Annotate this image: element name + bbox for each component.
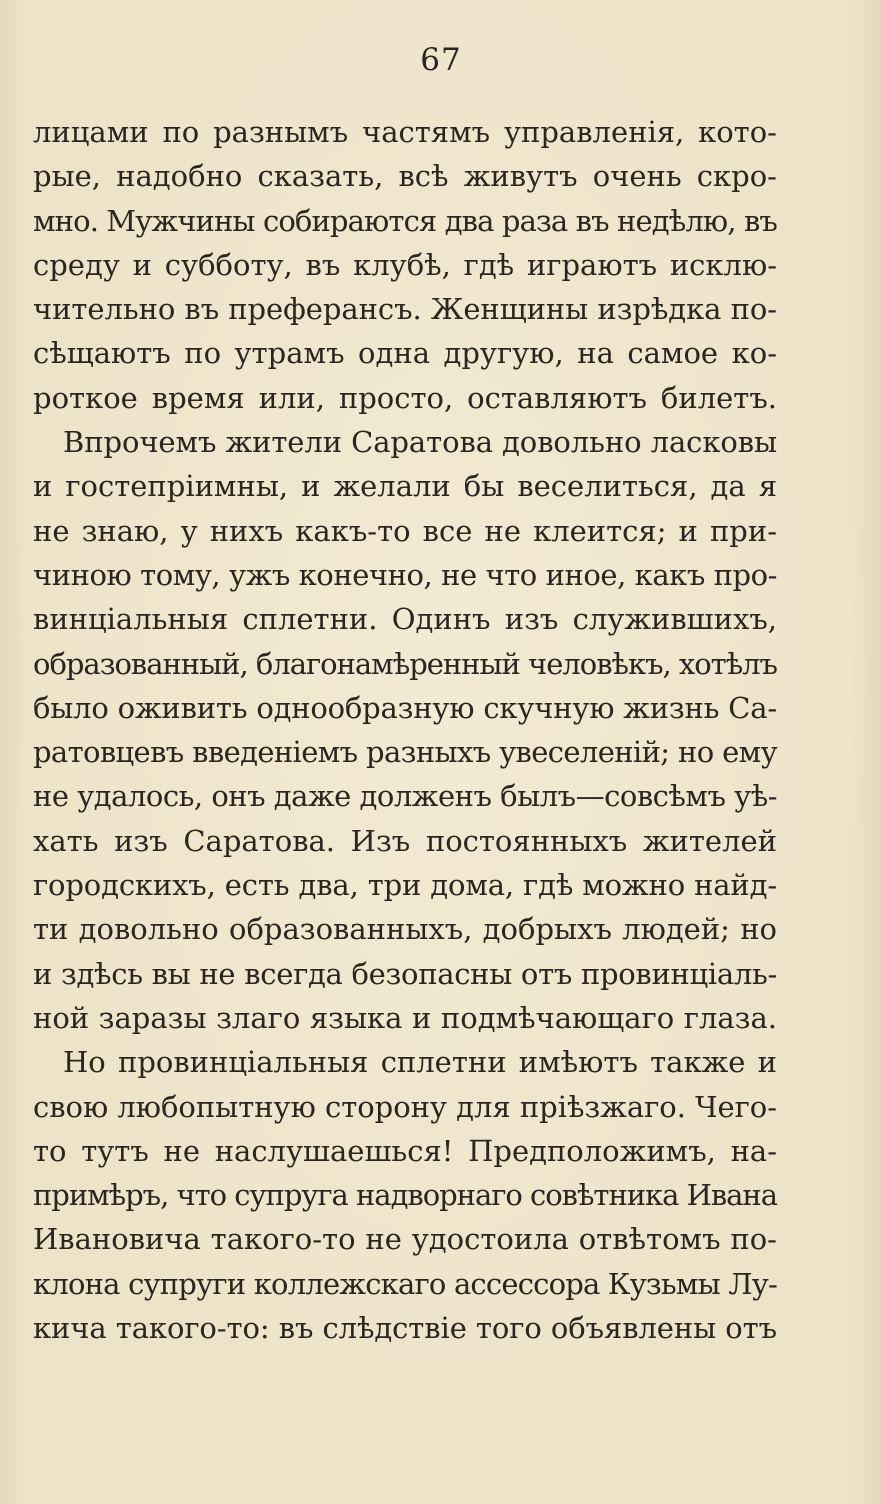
paragraph bbox=[33, 1040, 777, 1350]
text-line: сѣщаютъ по утрамъ одна другую, на самое ко- bbox=[33, 336, 777, 371]
text-line: рые, надобно сказать, всѣ живутъ очень скро- bbox=[33, 159, 777, 194]
text-line: примѣръ, что супруга надворнаго совѣтника Ивана bbox=[33, 1178, 777, 1213]
text-line: винціальныя сплетни. Одинъ изъ служившихъ, bbox=[33, 602, 777, 637]
page-number: 67 bbox=[420, 42, 462, 78]
text-line: Но провинціальныя сплетни имѣютъ также и bbox=[63, 1045, 777, 1080]
text-line: Ивановича такого-то не удостоила отвѣтомъ по- bbox=[33, 1222, 777, 1257]
text-line: не знаю, у нихъ какъ-то все не клеится; и при- bbox=[33, 513, 777, 548]
text-line: лицами по разнымъ частямъ управленія, кото- bbox=[33, 115, 777, 149]
text-line: хать изъ Саратова. Изъ постоянныхъ жителей bbox=[33, 823, 777, 858]
text-line: кича такого-то: въ слѣдствіе того объявлены отъ bbox=[33, 1311, 777, 1346]
text-line: мно. Мужчины собираются два раза въ недѣлю, въ bbox=[33, 203, 777, 238]
text-line: было оживить однообразную скучную жизнь Са- bbox=[33, 690, 777, 725]
text-line: Впрочемъ жители Саратова довольно ласковы bbox=[63, 425, 777, 460]
text-line: чительно въ преферансъ. Женщины изрѣдка по- bbox=[33, 292, 777, 327]
paragraph bbox=[33, 110, 777, 420]
text-line: ной заразы злаго языка и подмѣчающаго глаза. bbox=[33, 1000, 777, 1035]
text-line: клона супруги коллежскаго ассессора Кузьмы Лу- bbox=[33, 1266, 777, 1301]
text-line: то тутъ не наслушаешься! Предположимъ, на- bbox=[33, 1133, 777, 1168]
text-line: городскихъ, есть два, три дома, гдѣ можно найд- bbox=[33, 868, 777, 903]
text-line: не удалось, онъ даже долженъ былъ—совсѣмъ уѣ- bbox=[33, 779, 777, 814]
text-line: и гостепріимны, и желали бы веселиться, да я bbox=[33, 469, 777, 504]
text-line: и здѣсь вы не всегда безопасны отъ провинціаль- bbox=[33, 956, 777, 991]
paragraph bbox=[33, 420, 777, 1040]
text-line: свою любопытную сторону для пріѣзжаго. Чего- bbox=[33, 1089, 777, 1124]
text-line: ратовцевъ введеніемъ разныхъ увеселеній; но ему bbox=[33, 735, 777, 770]
text-line: среду и субботу, въ клубѣ, гдѣ играютъ исклю- bbox=[33, 247, 777, 282]
text-line: роткое время или, просто, оставляютъ билетъ. bbox=[33, 380, 777, 415]
text-line: ти довольно образованныхъ, добрыхъ людей; но bbox=[33, 912, 777, 947]
text-line: образованный, благонамѣренный человѣкъ, хотѣлъ bbox=[33, 646, 777, 681]
text-line: чиною тому, ужъ конечно, не что иное, какъ про- bbox=[33, 557, 778, 592]
body-text bbox=[33, 110, 777, 1350]
